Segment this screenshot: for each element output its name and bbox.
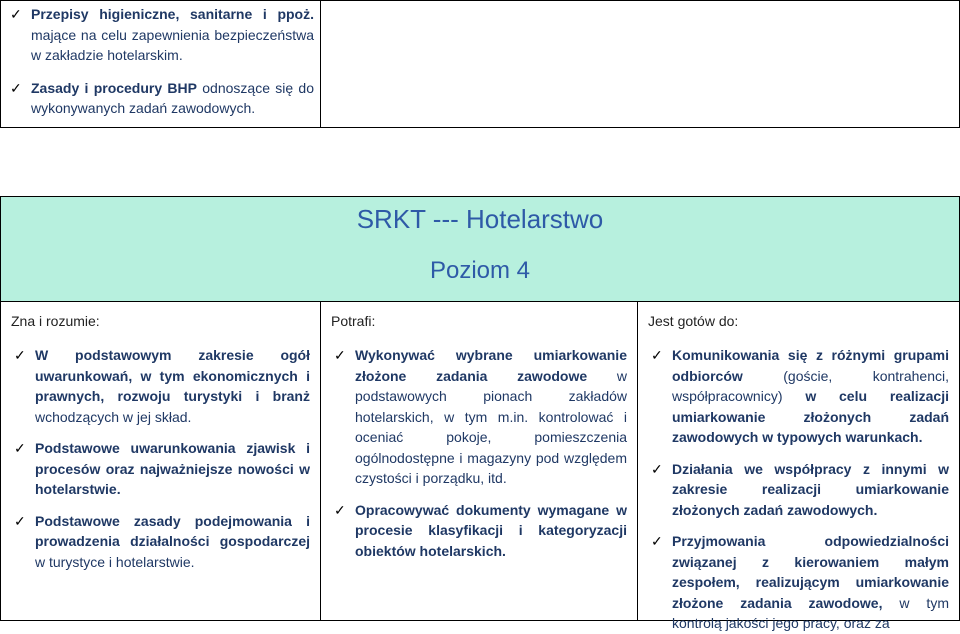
column-list — [11, 345, 310, 572]
list-item — [11, 511, 310, 573]
list-item — [11, 345, 310, 427]
list-item — [7, 4, 314, 66]
item-text: w podstawowych pionach zakładów hotelarskich, w tym m.in. kontrolować i oceniać pokoje, pomieszczenia ogólnodostępne i magazyny pod względem czystości i porządku, itd. — [355, 367, 627, 486]
item-bold-text: Opracowywać dokumenty wymagane w procesie klasyfikacji i kategoryzacji obiektów hotelarskich. — [355, 501, 627, 559]
column-list — [331, 345, 627, 561]
top-checklist — [7, 4, 314, 119]
column-header: Zna i rozumie: — [11, 313, 100, 329]
checkmark-icon: ✓ — [14, 512, 26, 529]
item-bold-text: Przepisy higieniczne, sanitarne i ppoż. — [31, 6, 314, 22]
item-text: w turystyce i hotelarstwie. — [35, 553, 195, 570]
banner-level: Poziom 4 — [429, 257, 531, 284]
item-bold-text: w celu realizacji umiarkowanie złożonych zadań zawodowych w typowych warunkach. — [672, 388, 950, 445]
previous-table-right-cell — [320, 0, 960, 128]
checkmark-icon: ✓ — [334, 347, 346, 363]
checkmark-icon: ✓ — [14, 440, 26, 456]
level-banner — [0, 196, 960, 302]
item-bold-text: Komunikowania się z różnymi grupami odbiorców — [672, 347, 949, 384]
column-header: Jest gotów do: — [648, 313, 739, 329]
column-can — [320, 301, 638, 621]
list-item — [7, 78, 314, 119]
list-item — [331, 500, 627, 562]
checkmark-icon: ✓ — [10, 79, 22, 96]
item-text: wchodzących w jej skład. — [35, 408, 192, 425]
column-ready — [637, 301, 960, 631]
column-header: Potrafi: — [331, 313, 376, 329]
column-list — [648, 345, 949, 634]
list-item — [11, 438, 310, 500]
item-bold-text: Przyjmowania odpowiedzialności związanej z kierowaniem małym zespołem, realizującym umiarkowanie złożone zadania zawodowe, — [672, 533, 949, 611]
checkmark-icon: ✓ — [334, 501, 346, 518]
item-bold-text: Podstawowe uwarunkowania zjawisk i procesów oraz najważniejsze nowości w hotelarstwie. — [35, 440, 310, 497]
item-bold-text: W podstawowym zakresie ogół uwarunkowań, w tym ekonomicznych i prawnych, rozwoju turystyki i branż — [35, 347, 310, 404]
item-bold-text: Działania we współpracy z innymi w zakresie realizacji umiarkowanie złożonych zadań zawodowych. — [672, 460, 949, 518]
list-item — [331, 345, 627, 489]
item-bold-text: Zasady i procedury BHP — [31, 79, 197, 96]
item-text: mające na celu zapewnienia bezpieczeństwa w zakładzie hotelarskim. — [31, 26, 314, 63]
item-bold-text: Podstawowe zasady podejmowania i prowadzenia działalności gospodarczej — [35, 512, 310, 549]
checkmark-icon: ✓ — [10, 6, 22, 22]
banner-title: SRKT --- Hotelarstwo — [356, 204, 604, 234]
previous-table-left-cell — [0, 0, 321, 128]
item-text: odnoszące się do wykonywanych zadań zawodowych. — [31, 79, 314, 116]
checkmark-icon: ✓ — [14, 347, 26, 363]
checkmark-icon: ✓ — [651, 347, 663, 363]
item-bold-text: Wykonywać wybrane umiarkowanie złożone zadania zawodowe — [355, 347, 627, 384]
column-knows — [0, 301, 321, 621]
checkmark-icon: ✓ — [651, 460, 663, 477]
item-text: (goście, kontrahenci, współpracownicy) — [672, 367, 949, 404]
list-item — [648, 459, 949, 521]
list-item — [648, 531, 949, 634]
list-item — [648, 345, 949, 448]
checkmark-icon: ✓ — [651, 533, 663, 549]
item-text: w tym kontrolą jakości jego pracy, oraz za — [672, 594, 949, 631]
